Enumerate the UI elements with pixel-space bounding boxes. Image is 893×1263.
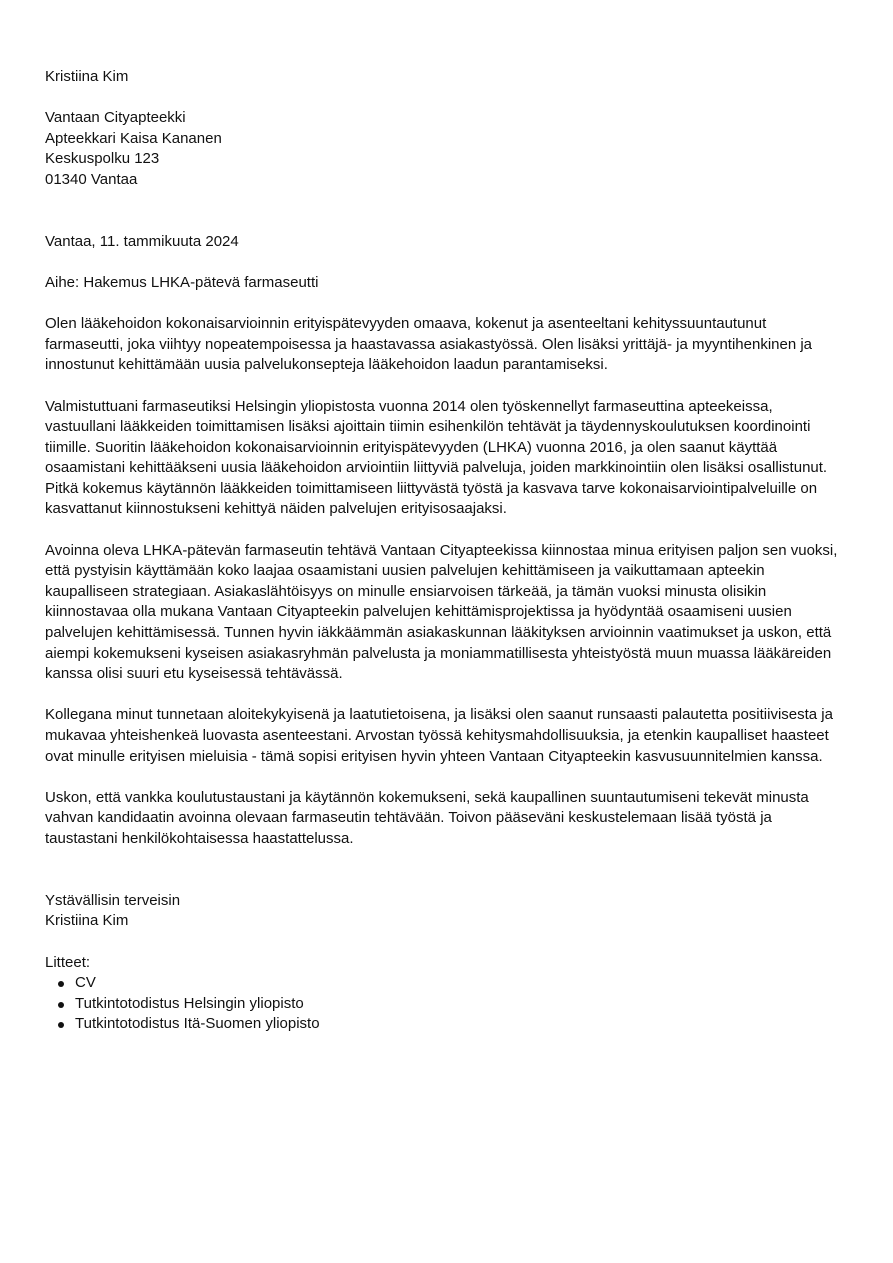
body-paragraph: Avoinna oleva LHKA-pätevän farmaseutin tehtävä Vantaan Cityapteekissa kiinnostaa minua erityisen paljon sen vuoksi, että pystyisin käyttämään koko laajaa osaamistani uusien palvelujen kehittämiseen ja vaikuttamaan apteekin kaupalliseen strategiaan. Asiakaslähtöisyys on minulle ensiarvoisen tärkeää, ja tämän vuoksi minusta olisikin kiinnostavaa olla mukana Vantaan Cityapteekin palvelujen kehittämisprojektissa ja hyödyntää osaamiseni uusien palvelujen kehittämisessä. Tunnen hyvin iäkkäämmän asiakaskunnan lääkityksen arvioinnin vaatimukset ja uskon, että aiempi kokemukseni kyseisen asiakasryhmän palvelusta ja moniammatillisesta yhteistyöstä muun muassa lääkäreiden kanssa olisi suuri etu kyseisessä tehtävässä.: [45, 541, 838, 683]
body-paragraph: Kollegana minut tunnetaan aloitekykyisenä ja laatutietoisena, ja lisäksi olen saanut runsaasti palautetta positiivisesta ja mukavaa yhteishenkeä luovasta asenteestani. Arvostan työssä kehitysmahdollisuuksia, ja etenkin kaupalliset haasteet ovat minulle erityisen mieluisia - tämä sopisi erityisen hyvin yhteen Vantaan Cityapteekin kasvusuunnitelmien kanssa.: [45, 706, 833, 765]
recipient-contact: Apteekkari Kaisa Kananen: [45, 129, 222, 147]
recipient-postal: 01340 Vantaa: [45, 170, 138, 188]
attachments-list: [45, 973, 848, 1035]
attachment-item: CV: [75, 973, 848, 994]
sender-block: [45, 67, 848, 88]
letter-body: [45, 314, 848, 849]
attachments-section: [45, 953, 848, 1035]
closing-greeting: Ystävällisin terveisin: [45, 891, 181, 909]
date-text: Vantaa, 11. tammikuuta 2024: [45, 232, 239, 250]
sender-name: Kristiina Kim: [45, 68, 129, 85]
attachments-label: Litteet:: [45, 953, 91, 971]
letter-subject: [45, 273, 848, 294]
body-paragraph: Valmistuttuani farmaseutiksi Helsingin yliopistosta vuonna 2014 olen työskennellyt farmaseuttina apteekeissa, vastuullani lääkkeiden toimittamisen lisäksi ajoittain tiimin esihenkilön tehtävät ja täydennyskoulutuksen koordinointi tiimille. Suoritin lääkehoidon kokonaisarvioinnin erityispätevyyden (LHKA) vuonna 2016, ja olen saanut käyttää osaamistani kehittääkseni uusia lääkehoidon arviointiin liittyviä palveluja, joiden markkinointiin olen lisäksi osallistunut. Pitkä kokemus käytännön lääkkeiden toimittamiseen liittyvästä työstä ja kasvava tarve kokonaisarviointipalveluille on kasvattanut kiinnostukseni kehittyä näiden palvelujen erityisosaajaksi.: [45, 397, 828, 518]
subject-text: Aihe: Hakemus LHKA-pätevä farmaseutti: [45, 273, 319, 291]
attachment-item: Tutkintotodistus Itä-Suomen yliopisto: [75, 1014, 848, 1035]
recipient-address: [45, 108, 848, 190]
body-paragraph: Uskon, että vankka koulutustaustani ja käytännön kokemukseni, sekä kaupallinen suuntautumiseni tekevät minusta vahvan kandidaatin avoinna olevaan farmaseutin tehtävään. Toivon pääseväni keskustelemaan lisää työstä ja taustastani henkilökohtaisessa haastattelussa.: [45, 788, 809, 847]
letter-date: [45, 232, 848, 253]
closing-block: [45, 891, 848, 932]
attachment-item: Tutkintotodistus Helsingin yliopisto: [75, 994, 848, 1015]
recipient-company: Vantaan Cityapteekki: [45, 109, 186, 127]
body-paragraph: Olen lääkehoidon kokonaisarvioinnin erityispätevyyden omaava, kokenut ja asenteeltani kehityssuuntautunut farmaseutti, joka viihtyy nopeatempoisessa ja haastavassa asiakastyössä. Olen lisäksi yrittäjä- ja myyntihenkinen ja innostunut kehittämään uusia palvelukonsepteja lääkehoidon laadun parantamiseksi.: [45, 315, 813, 374]
recipient-street: Keskuspolku 123: [45, 150, 160, 168]
closing-name: Kristiina Kim: [45, 912, 129, 930]
